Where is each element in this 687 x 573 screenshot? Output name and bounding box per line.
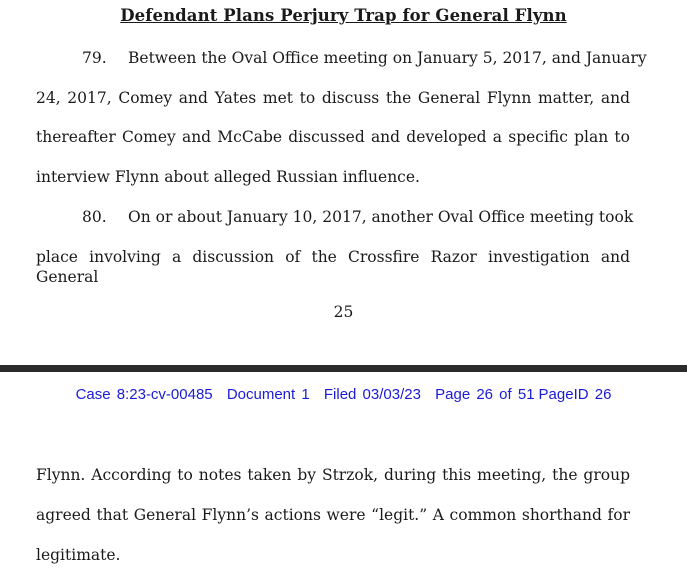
page-id: PageID 26 xyxy=(538,386,612,403)
page-26-line-2: agreed that General Flynn’s actions were “legit.” A common shorthand for xyxy=(36,506,630,524)
para-80-line-1 xyxy=(36,207,634,227)
page-26-line-1: Flynn. According to notes taken by Strzok, during this meeting, the group xyxy=(36,466,630,484)
page-number: 25 xyxy=(333,303,354,321)
section-heading: Defendant Plans Perjury Trap for General Flynn xyxy=(120,6,567,25)
document-number: Document 1 xyxy=(226,386,310,403)
para-79-line-1 xyxy=(36,48,647,68)
case-number: Case 8:23-cv-00485 xyxy=(75,386,213,403)
para-80-number: 80. xyxy=(82,208,107,226)
page-26-line-3: legitimate. xyxy=(36,546,121,564)
para-80-text-1: On or about January 10, 2017, another Oval Office meeting took xyxy=(128,208,634,226)
page-count: Page 26 of 51 xyxy=(435,386,535,403)
para-79-number: 79. xyxy=(82,49,107,67)
page-divider xyxy=(0,365,687,372)
para-79-line-3: thereafter Comey and McCabe discussed and developed a specific plan to xyxy=(36,128,630,146)
para-79-line-4: interview Flynn about alleged Russian influence. xyxy=(36,168,420,186)
para-79-text-1: Between the Oval Office meeting on January 5, 2017, and January xyxy=(128,49,647,67)
para-80-line-2: place involving a discussion of the Crossfire Razor investigation and General xyxy=(36,248,630,286)
para-79-line-2: 24, 2017, Comey and Yates met to discuss the General Flynn matter, and xyxy=(36,89,630,107)
case-header xyxy=(0,386,687,403)
filed-date: Filed 03/03/23 xyxy=(323,386,421,403)
